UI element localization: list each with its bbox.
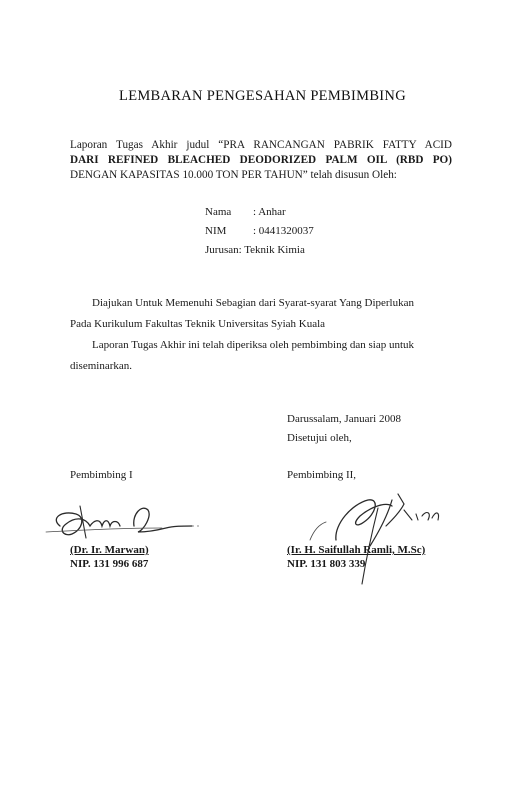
department-value: : Teknik Kimia xyxy=(238,244,305,256)
intro-line-3: DENGAN KAPASITAS 10.000 TON PER TAHUN” telah disusun Oleh: xyxy=(70,169,397,181)
supervisor-2-nip: NIP. 131 803 339 xyxy=(287,558,366,570)
supervisor-2-label: Pembimbing II, xyxy=(287,469,357,481)
name-value: : Anhar xyxy=(253,206,286,218)
approved-by: Disetujui oleh, xyxy=(287,432,352,444)
nim-label: NIM xyxy=(205,225,227,237)
supervisor-2-name: (Ir. H. Saifullah Ramli, M.Sc) xyxy=(287,544,426,556)
student-name-row xyxy=(205,206,286,218)
place-date: Darussalam, Januari 2008 xyxy=(287,413,401,425)
intro-line-2: DARI REFINED BLEACHED DEODORIZED PALM OIL (RBD PO) xyxy=(70,154,452,166)
student-department-row xyxy=(205,244,305,256)
page-title: LEMBARAN PENGESAHAN PEMBIMBING xyxy=(119,88,406,104)
intro-line-1: Laporan Tugas Akhir judul “PRA RANCANGAN PABRIK FATTY ACID xyxy=(70,139,452,151)
paragraph-2-line-2: diseminarkan. xyxy=(70,360,133,372)
paragraph-2-line-1: Laporan Tugas Akhir ini telah diperiksa oleh pembimbing dan siap untuk xyxy=(92,339,415,351)
student-nim-row xyxy=(205,225,314,237)
department-label: Jurusan xyxy=(205,244,239,256)
paragraph-1-line-2: Pada Kurikulum Fakultas Teknik Universitas Syiah Kuala xyxy=(70,318,326,330)
supervisor-1-label: Pembimbing I xyxy=(70,469,133,481)
name-label: Nama xyxy=(205,206,232,218)
supervisor-1-name: (Dr. Ir. Marwan) xyxy=(70,544,149,556)
supervisor-1-nip: NIP. 131 996 687 xyxy=(70,558,149,570)
supervisor-1-signature xyxy=(42,496,212,546)
paragraph-1-line-1: Diajukan Untuk Memenuhi Sebagian dari Syarat-syarat Yang Diperlukan xyxy=(92,297,414,309)
intro-paragraph xyxy=(70,138,452,183)
nim-value: : 0441320037 xyxy=(253,225,314,237)
supervisor-2-signature xyxy=(300,480,470,590)
